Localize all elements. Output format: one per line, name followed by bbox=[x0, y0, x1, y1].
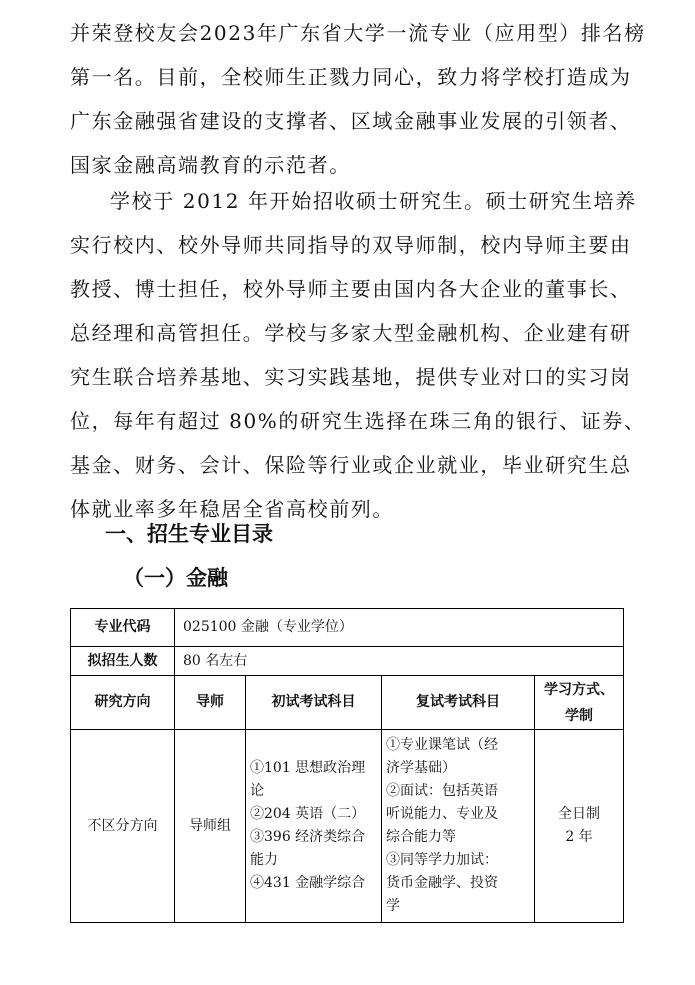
text-line: 实行校内、校外导师共同指导的双导师制，校内导师主要由 bbox=[70, 233, 632, 257]
enrollment-value: 80 名左右 bbox=[175, 647, 624, 676]
text-line: 体就业率多年稳居全省高校前列。 bbox=[70, 497, 394, 521]
exam-line: 能力 bbox=[250, 852, 278, 868]
exam-line: ②204 英语（二） bbox=[250, 806, 366, 822]
retest-cell bbox=[382, 730, 535, 923]
retest-line: 济学基础） bbox=[386, 760, 456, 776]
direction-cell: 不区分方向 bbox=[71, 730, 175, 923]
table-header-row bbox=[71, 676, 624, 730]
text-line: 总经理和高管担任。学校与多家大型金融机构、企业建有研 bbox=[70, 321, 632, 345]
retest-line: 学 bbox=[386, 898, 400, 914]
initial-exam-cell bbox=[246, 730, 382, 923]
header-retest: 复试考试科目 bbox=[382, 676, 535, 730]
mode-line: 2 年 bbox=[565, 829, 593, 845]
table-row bbox=[71, 730, 624, 923]
retest-line: 货币金融学、投资 bbox=[386, 875, 498, 891]
enrollment-label: 拟招生人数 bbox=[71, 647, 175, 676]
section-heading: 一、招生专业目录 bbox=[105, 522, 273, 546]
text-line: 第一名。目前，全校师生正戮力同心，致力将学校打造成为 bbox=[70, 65, 632, 89]
retest-line: ③同等学力加试： bbox=[386, 852, 498, 868]
header-supervisor: 导师 bbox=[175, 676, 246, 730]
study-mode-cell bbox=[535, 730, 624, 923]
text-line: 教授、博士担任，校外导师主要由国内各大企业的董事长、 bbox=[70, 277, 632, 301]
text-line: 国家金融高端教育的示范者。 bbox=[70, 153, 351, 177]
text-line: 学校于 2012 年开始招收硕士研究生。硕士研究生培养 bbox=[110, 189, 637, 213]
table-row bbox=[71, 609, 624, 647]
exam-line: ④431 金融学综合 bbox=[250, 875, 366, 891]
text-line: 究生联合培养基地、实习实践基地，提供专业对口的实习岗 bbox=[70, 365, 632, 389]
text-line: 位，每年有超过 80%的研究生选择在珠三角的银行、证券、 bbox=[70, 409, 646, 433]
retest-line: ①专业课笔试（经 bbox=[386, 737, 498, 753]
exam-line: 论 bbox=[250, 783, 264, 799]
supervisor-cell: 导师组 bbox=[175, 730, 246, 923]
major-code-value: 025100 金融（专业学位） bbox=[175, 609, 624, 647]
exam-line: ③396 经济类综合 bbox=[250, 829, 366, 845]
header-direction: 研究方向 bbox=[71, 676, 175, 730]
major-catalog-table bbox=[70, 608, 624, 923]
retest-line: 综合能力等 bbox=[386, 829, 456, 845]
text-line: 广东金融强省建设的支撑者、区域金融事业发展的引领者、 bbox=[70, 109, 632, 133]
mode-line: 全日制 bbox=[558, 806, 601, 822]
subsection-heading: （一）金融 bbox=[123, 566, 228, 590]
text-line: 并荣登校友会2023年广东省大学一流专业（应用型）排名榜 bbox=[70, 21, 646, 45]
text-line: 基金、财务、会计、保险等行业或企业就业，毕业研究生总 bbox=[70, 453, 632, 477]
major-code-label: 专业代码 bbox=[71, 609, 175, 647]
exam-line: ①101 思想政治理 bbox=[250, 760, 366, 776]
header-initial-exam: 初试考试科目 bbox=[246, 676, 382, 730]
retest-line: ②面试：包括英语 bbox=[386, 783, 498, 799]
header-study-mode: 学习方式、学制 bbox=[535, 676, 624, 730]
table-row bbox=[71, 647, 624, 676]
retest-line: 听说能力、专业及 bbox=[386, 806, 498, 822]
